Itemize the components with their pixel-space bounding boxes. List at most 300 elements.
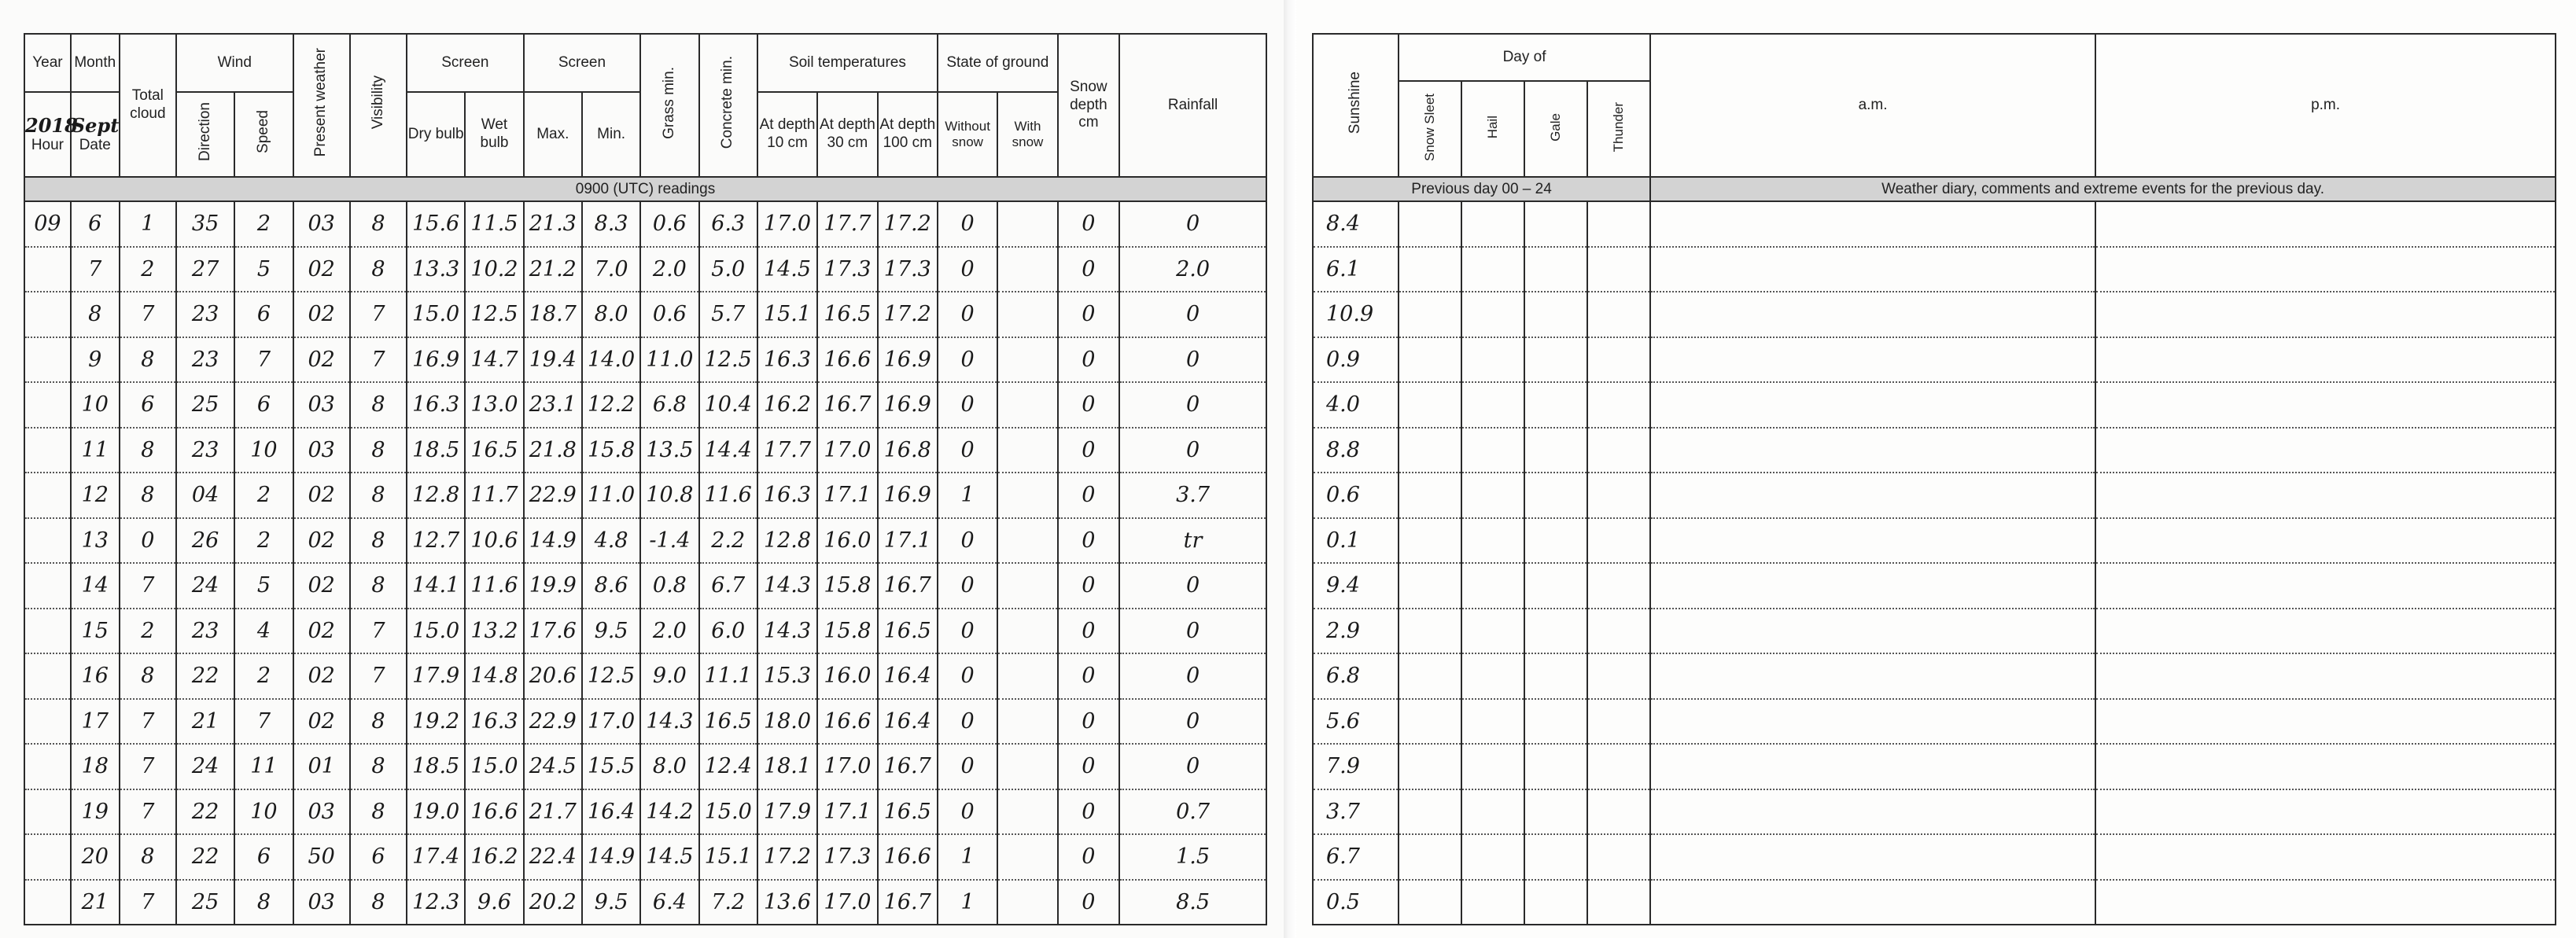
readings-row [24,292,1266,337]
visibility-cell: 7 [350,609,407,654]
date-cell: 7 [71,247,120,292]
min-cell: 11.0 [582,473,640,518]
max-cell: 14.9 [524,518,582,564]
diary-row [1313,428,2556,473]
readings-row [24,834,1266,880]
wind-speed-cell: 2 [234,518,293,564]
present-weather-cell: 03 [293,201,350,247]
visibility-cell: 7 [350,292,407,337]
pm-cell [2095,789,2556,835]
without-snow-cell: 0 [938,563,997,609]
date-cell: 19 [71,789,120,835]
month-value: Sept [71,114,120,138]
rainfall-cell: 0 [1119,563,1266,609]
wind-direction-cell: 25 [176,880,234,925]
thunder-cell [1587,247,1650,292]
snow-sleet-cell [1399,473,1461,518]
diary-body [1313,201,2556,925]
date-cell: 13 [71,518,120,564]
without-snow-cell: 0 [938,337,997,383]
diary-row [1313,292,2556,337]
sunshine-cell: 10.9 [1313,292,1399,337]
left-page [0,0,1284,938]
rainfall-cell: 0 [1119,609,1266,654]
min-cell: 8.6 [582,563,640,609]
thunder-cell [1587,609,1650,654]
day-of-header: Day of [1399,34,1650,81]
gale-cell [1524,428,1587,473]
soil-10cm-cell: 16.3 [757,337,817,383]
readings-row [24,744,1266,789]
with-snow-cell [997,428,1057,473]
readings-row [24,789,1266,835]
pm-cell [2095,653,2556,699]
snow-sleet-header: Snow Sleet [1399,81,1461,177]
sunshine-cell: 0.5 [1313,880,1399,925]
readings-row [24,337,1266,383]
max-cell: 22.9 [524,473,582,518]
rainfall-cell: 1.5 [1119,834,1266,880]
wind-speed-cell: 6 [234,292,293,337]
diary-row [1313,880,2556,925]
without-snow-cell: 0 [938,789,997,835]
hail-cell [1461,789,1524,835]
without-snow-cell: 0 [938,382,997,428]
snow-sleet-cell [1399,744,1461,789]
rainfall-cell: 0 [1119,337,1266,383]
date-cell: 14 [71,563,120,609]
snow-depth-cell: 0 [1058,880,1119,925]
min-cell: 7.0 [582,247,640,292]
with-snow-cell [997,473,1057,518]
readings-row [24,428,1266,473]
concrete-min-cell: 15.1 [699,834,757,880]
wet-bulb-cell: 13.2 [465,609,523,654]
soil-100cm-cell: 16.9 [878,382,938,428]
sunshine-cell: 0.6 [1313,473,1399,518]
concrete-min-cell: 10.4 [699,382,757,428]
rainfall-cell: 0 [1119,292,1266,337]
rainfall-cell: 0 [1119,382,1266,428]
rainfall-cell: 3.7 [1119,473,1266,518]
hour-cell [24,609,71,654]
cloud-cell: 2 [120,247,176,292]
hour-header: Hour [31,137,64,154]
hail-header: Hail [1461,81,1524,177]
soil-10cm-cell: 18.1 [757,744,817,789]
gale-header: Gale [1524,81,1587,177]
snow-depth-cell: 0 [1058,337,1119,383]
visibility-cell: 8 [350,247,407,292]
without-snow-cell: 0 [938,428,997,473]
sunshine-cell: 2.9 [1313,609,1399,654]
concrete-min-header: Concrete min. [699,34,757,177]
wind-speed-cell: 4 [234,609,293,654]
soil-100cm-cell: 17.3 [878,247,938,292]
date-cell: 17 [71,699,120,745]
thunder-cell [1587,292,1650,337]
max-cell: 22.4 [524,834,582,880]
max-header: Max. [524,92,582,177]
gale-cell [1524,292,1587,337]
without-snow-cell: 1 [938,834,997,880]
dry-bulb-cell: 19.2 [407,699,465,745]
without-snow-cell: 0 [938,699,997,745]
soil-100cm-cell: 16.4 [878,699,938,745]
concrete-min-cell: 5.0 [699,247,757,292]
hour-cell [24,337,71,383]
visibility-cell: 8 [350,563,407,609]
date-header: Date [79,137,111,154]
without-snow-cell: 1 [938,880,997,925]
grass-min-cell: 2.0 [640,609,698,654]
dry-bulb-cell: 19.0 [407,789,465,835]
soil-30cm-cell: 17.7 [817,201,877,247]
dry-bulb-cell: 12.8 [407,473,465,518]
hail-cell [1461,428,1524,473]
snow-sleet-cell [1399,382,1461,428]
hail-cell [1461,201,1524,247]
soil-30cm-cell: 17.3 [817,247,877,292]
soil-10cm-cell: 14.3 [757,609,817,654]
pm-cell [2095,834,2556,880]
snow-sleet-cell [1399,337,1461,383]
wind-header: Wind [176,34,293,92]
pm-cell [2095,563,2556,609]
hail-cell [1461,292,1524,337]
wet-bulb-cell: 12.5 [465,292,523,337]
present-weather-cell: 02 [293,247,350,292]
visibility-cell: 6 [350,834,407,880]
weather-diary-band: Weather diary, comments and extreme events for the previous day. [1650,177,2556,201]
soil-30cm-cell: 15.8 [817,609,877,654]
sunshine-cell: 6.8 [1313,653,1399,699]
soil-30cm-cell: 17.1 [817,789,877,835]
soil-10cm-cell: 17.7 [757,428,817,473]
soil-30cm-cell: 16.0 [817,518,877,564]
soil-100cm-cell: 16.9 [878,473,938,518]
snow-sleet-cell [1399,201,1461,247]
min-cell: 4.8 [582,518,640,564]
sunshine-cell: 0.1 [1313,518,1399,564]
hail-cell [1461,563,1524,609]
am-cell [1650,473,2095,518]
present-weather-cell: 03 [293,382,350,428]
date-cell: 9 [71,337,120,383]
pm-cell [2095,428,2556,473]
present-weather-cell: 02 [293,699,350,745]
grass-min-cell: 6.4 [640,880,698,925]
readings-row [24,382,1266,428]
pm-cell [2095,247,2556,292]
hail-cell [1461,337,1524,383]
month-date-cell [71,92,120,177]
gale-cell [1524,880,1587,925]
snow-depth-cell: 0 [1058,247,1119,292]
snow-depth-cell: 0 [1058,428,1119,473]
min-cell: 17.0 [582,699,640,745]
concrete-min-cell: 12.4 [699,744,757,789]
pm-cell [2095,337,2556,383]
grass-min-header: Grass min. [640,34,698,177]
concrete-min-cell: 7.2 [699,880,757,925]
soil-10cm-cell: 12.8 [757,518,817,564]
wet-bulb-cell: 14.7 [465,337,523,383]
concrete-min-cell: 12.5 [699,337,757,383]
diary-row [1313,473,2556,518]
snow-depth-cell: 0 [1058,518,1119,564]
soil-100cm-cell: 16.5 [878,789,938,835]
gale-cell [1524,247,1587,292]
diary-row [1313,744,2556,789]
wind-direction-cell: 24 [176,563,234,609]
max-cell: 21.2 [524,247,582,292]
present-weather-cell: 03 [293,789,350,835]
concrete-min-cell: 6.0 [699,609,757,654]
wind-direction-cell: 22 [176,653,234,699]
with-snow-cell [997,337,1057,383]
rainfall-cell: 0 [1119,744,1266,789]
hail-cell [1461,473,1524,518]
rainfall-cell: 0.7 [1119,789,1266,835]
snow-depth-cell: 0 [1058,609,1119,654]
date-cell: 12 [71,473,120,518]
gale-cell [1524,609,1587,654]
rainfall-cell: 0 [1119,699,1266,745]
present-weather-header: Present weather [293,34,350,177]
diary-row [1313,789,2556,835]
wind-direction-cell: 35 [176,201,234,247]
soil-30cm-cell: 17.1 [817,473,877,518]
with-snow-cell [997,382,1057,428]
wind-direction-cell: 25 [176,382,234,428]
max-cell: 20.2 [524,880,582,925]
readings-body [24,201,1266,925]
hour-cell [24,789,71,835]
max-cell: 21.7 [524,789,582,835]
readings-row [24,247,1266,292]
cloud-cell: 7 [120,292,176,337]
hour-cell: 09 [24,201,71,247]
gale-cell [1524,699,1587,745]
dry-bulb-cell: 15.0 [407,292,465,337]
max-cell: 21.8 [524,428,582,473]
readings-row [24,699,1266,745]
hail-cell [1461,834,1524,880]
pm-cell [2095,518,2556,564]
readings-band: 0900 (UTC) readings [24,177,1266,201]
wet-bulb-cell: 13.0 [465,382,523,428]
min-cell: 9.5 [582,609,640,654]
dry-bulb-cell: 13.3 [407,247,465,292]
grass-min-cell: 14.5 [640,834,698,880]
wet-bulb-cell: 15.0 [465,744,523,789]
dry-bulb-cell: 15.6 [407,201,465,247]
wet-bulb-cell: 11.7 [465,473,523,518]
min-cell: 15.5 [582,744,640,789]
snow-sleet-cell [1399,699,1461,745]
am-cell [1650,880,2095,925]
hour-cell [24,473,71,518]
hour-cell [24,834,71,880]
min-header: Min. [582,92,640,177]
present-weather-cell: 02 [293,473,350,518]
pm-cell [2095,880,2556,925]
gale-cell [1524,789,1587,835]
min-cell: 8.3 [582,201,640,247]
hour-cell [24,382,71,428]
wind-direction-cell: 23 [176,292,234,337]
date-cell: 16 [71,653,120,699]
max-cell: 17.6 [524,609,582,654]
wind-speed-header: Speed [234,92,293,177]
without-snow-cell: 0 [938,518,997,564]
date-cell: 18 [71,744,120,789]
soil-30cm-cell: 15.8 [817,563,877,609]
soil-temperatures-header: Soil temperatures [757,34,938,92]
pm-cell [2095,382,2556,428]
hour-cell [24,428,71,473]
thunder-cell [1587,473,1650,518]
am-cell [1650,428,2095,473]
visibility-cell: 8 [350,518,407,564]
dry-bulb-cell: 18.5 [407,428,465,473]
soil-10cm-cell: 18.0 [757,699,817,745]
concrete-min-cell: 14.4 [699,428,757,473]
thunder-cell [1587,880,1650,925]
concrete-min-cell: 16.5 [699,699,757,745]
wind-direction-cell: 22 [176,789,234,835]
max-cell: 23.1 [524,382,582,428]
wind-direction-cell: 23 [176,428,234,473]
sunshine-cell: 3.7 [1313,789,1399,835]
am-cell [1650,382,2095,428]
am-cell [1650,834,2095,880]
wind-speed-cell: 10 [234,789,293,835]
snow-depth-cell: 0 [1058,653,1119,699]
visibility-cell: 8 [350,428,407,473]
wind-speed-cell: 2 [234,653,293,699]
wind-direction-cell: 23 [176,609,234,654]
grass-min-cell: -1.4 [640,518,698,564]
concrete-min-cell: 11.6 [699,473,757,518]
sunshine-cell: 5.6 [1313,699,1399,745]
year-header: Year [24,34,71,92]
date-cell: 6 [71,201,120,247]
gale-cell [1524,744,1587,789]
hour-cell [24,653,71,699]
max-cell: 19.4 [524,337,582,383]
date-cell: 21 [71,880,120,925]
snow-sleet-cell [1399,563,1461,609]
soil-10cm-cell: 14.5 [757,247,817,292]
gale-cell [1524,473,1587,518]
pm-cell [2095,744,2556,789]
visibility-cell: 7 [350,653,407,699]
cloud-cell: 7 [120,563,176,609]
thunder-cell [1587,699,1650,745]
date-cell: 10 [71,382,120,428]
thunder-cell [1587,653,1650,699]
wet-bulb-cell: 16.6 [465,789,523,835]
soil-30cm-cell: 16.6 [817,699,877,745]
cloud-cell: 2 [120,609,176,654]
present-weather-cell: 03 [293,880,350,925]
visibility-cell: 8 [350,789,407,835]
pm-cell [2095,699,2556,745]
dry-bulb-cell: 17.9 [407,653,465,699]
snow-depth-cell: 0 [1058,563,1119,609]
soil-10cm-cell: 17.9 [757,789,817,835]
dry-bulb-cell: 12.3 [407,880,465,925]
min-cell: 8.0 [582,292,640,337]
hour-cell [24,292,71,337]
snow-depth-cell: 0 [1058,834,1119,880]
concrete-min-cell: 15.0 [699,789,757,835]
without-snow-cell: 0 [938,653,997,699]
date-cell: 8 [71,292,120,337]
wind-speed-cell: 11 [234,744,293,789]
snow-sleet-cell [1399,789,1461,835]
wet-bulb-cell: 10.2 [465,247,523,292]
pm-cell [2095,201,2556,247]
diary-row [1313,653,2556,699]
wind-speed-cell: 5 [234,247,293,292]
hail-cell [1461,699,1524,745]
wet-bulb-header: Wet bulb [465,92,523,177]
sunshine-cell: 8.8 [1313,428,1399,473]
am-cell [1650,518,2095,564]
hour-cell [24,518,71,564]
wind-speed-cell: 7 [234,337,293,383]
wind-direction-cell: 27 [176,247,234,292]
depth-100cm-header: At depth 100 cm [878,92,938,177]
thunder-cell [1587,789,1650,835]
with-snow-cell [997,518,1057,564]
grass-min-cell: 9.0 [640,653,698,699]
month-header: Month [71,34,120,92]
rainfall-cell: 0 [1119,653,1266,699]
am-cell [1650,789,2095,835]
visibility-cell: 8 [350,382,407,428]
dry-bulb-cell: 12.7 [407,518,465,564]
snow-depth-cell: 0 [1058,473,1119,518]
visibility-cell: 8 [350,880,407,925]
hail-cell [1461,653,1524,699]
present-weather-cell: 02 [293,563,350,609]
gale-cell [1524,563,1587,609]
with-snow-cell [997,653,1057,699]
with-snow-cell [997,699,1057,745]
thunder-cell [1587,201,1650,247]
visibility-cell: 8 [350,201,407,247]
max-cell: 22.9 [524,699,582,745]
hail-cell [1461,518,1524,564]
soil-100cm-cell: 16.4 [878,653,938,699]
soil-100cm-cell: 16.8 [878,428,938,473]
min-cell: 16.4 [582,789,640,835]
grass-min-cell: 0.6 [640,201,698,247]
grass-min-cell: 8.0 [640,744,698,789]
diary-row [1313,834,2556,880]
wind-speed-cell: 2 [234,201,293,247]
grass-min-cell: 2.0 [640,247,698,292]
diary-row [1313,382,2556,428]
present-weather-cell: 03 [293,428,350,473]
hour-cell [24,699,71,745]
screen-header-2: Screen [524,34,641,92]
wind-speed-cell: 6 [234,834,293,880]
